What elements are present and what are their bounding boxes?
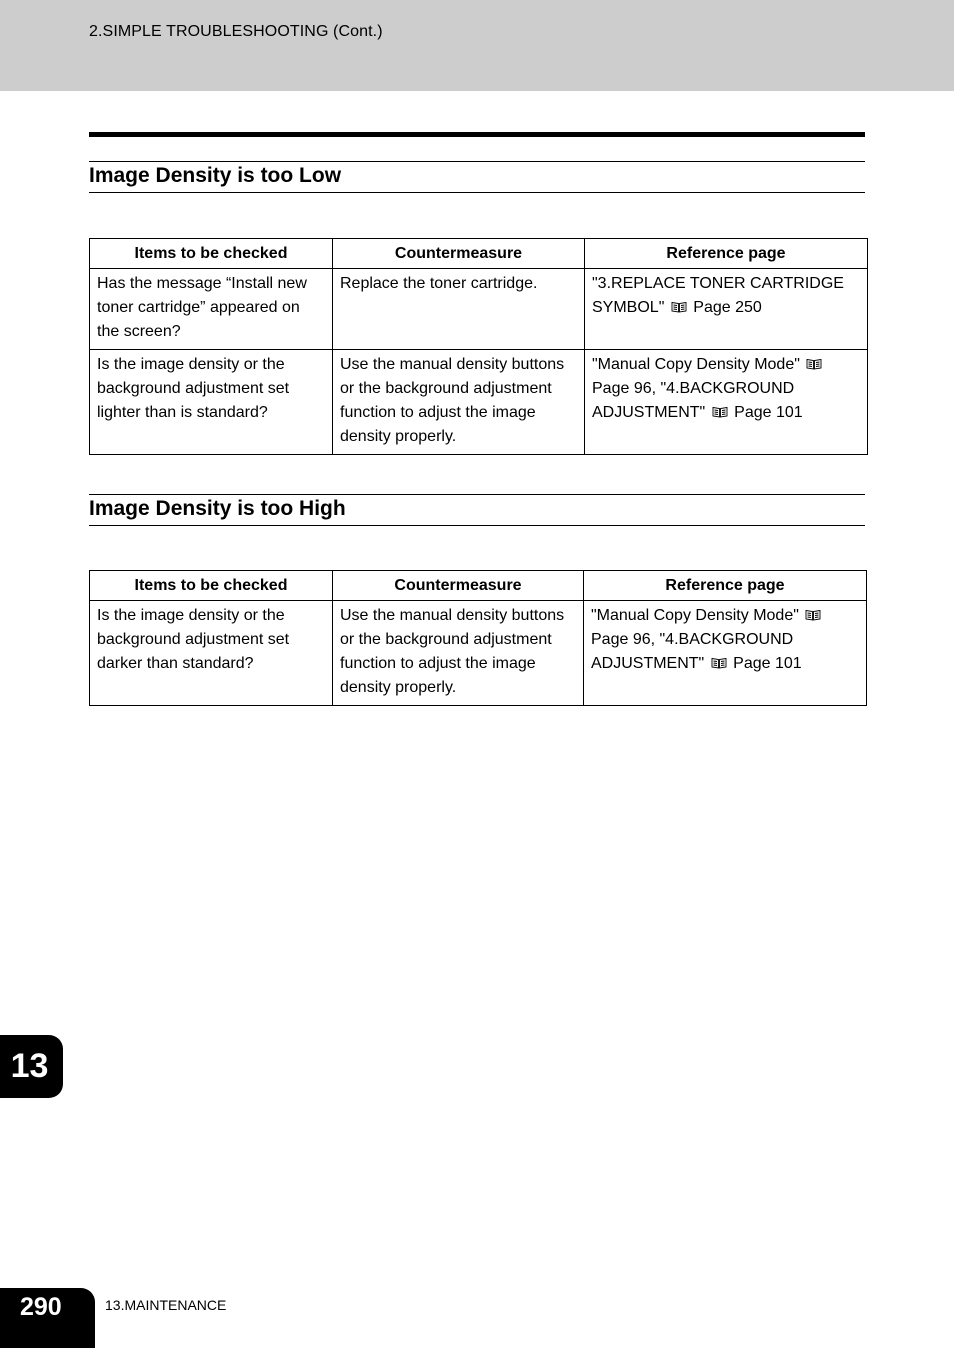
header-band [0, 0, 954, 91]
column-header: Reference page [584, 571, 867, 601]
item-cell: Is the image density or the background adjustment set lighter than is standard? [90, 350, 333, 455]
table-density-low [89, 238, 868, 455]
item-cell: Has the message “Install new toner cartridge” appeared on the screen? [90, 269, 333, 350]
top-rule [89, 132, 865, 137]
column-header: Countermeasure [333, 571, 584, 601]
table-header-row [90, 239, 868, 269]
reference-text: "3.REPLACE TONER CARTRIDGE SYMBOL" [592, 275, 844, 316]
book-icon [671, 301, 687, 313]
column-header: Items to be checked [90, 239, 333, 269]
section-heading: Image Density is too High [89, 497, 346, 520]
reference-text: "Manual Copy Density Mode" [591, 607, 799, 624]
reference-text: Page 250 [693, 299, 762, 316]
chapter-tab: 13 [0, 1035, 63, 1098]
table-density-high [89, 570, 867, 706]
reference-text: Page 101 [733, 655, 802, 672]
book-icon [711, 657, 727, 669]
table-row [90, 601, 867, 706]
table-row [90, 269, 868, 350]
column-header: Reference page [585, 239, 868, 269]
book-icon [805, 609, 821, 621]
section-title-low [89, 161, 865, 193]
countermeasure-cell: Use the manual density buttons or the background adjustment function to adjust the image density properly. [333, 350, 585, 455]
reference-cell [585, 350, 868, 455]
table-header-row [90, 571, 867, 601]
reference-cell [585, 269, 868, 350]
reference-text: "Manual Copy Density Mode" [592, 356, 800, 373]
page-number: 290 [20, 1293, 62, 1321]
reference-text: Page 101 [734, 404, 803, 421]
countermeasure-cell: Replace the toner cartridge. [333, 269, 585, 350]
reference-text: Page 96, "4.BACKGROUND ADJUSTMENT" [592, 380, 795, 421]
table-row [90, 350, 868, 455]
section-title-high [89, 494, 865, 526]
countermeasure-cell: Use the manual density buttons or the background adjustment function to adjust the image density properly. [333, 601, 584, 706]
reference-text: Page 96, "4.BACKGROUND ADJUSTMENT" [591, 631, 794, 672]
page-number-tab [0, 1288, 95, 1348]
section-heading: Image Density is too Low [89, 164, 342, 187]
column-header: Countermeasure [333, 239, 585, 269]
book-icon [712, 406, 728, 418]
running-header: 2.SIMPLE TROUBLESHOOTING (Cont.) [89, 23, 383, 40]
item-cell: Is the image density or the background adjustment set darker than standard? [90, 601, 333, 706]
book-icon [806, 358, 822, 370]
column-header: Items to be checked [90, 571, 333, 601]
reference-cell [584, 601, 867, 706]
footer-chapter: 13.MAINTENANCE [105, 1297, 227, 1313]
